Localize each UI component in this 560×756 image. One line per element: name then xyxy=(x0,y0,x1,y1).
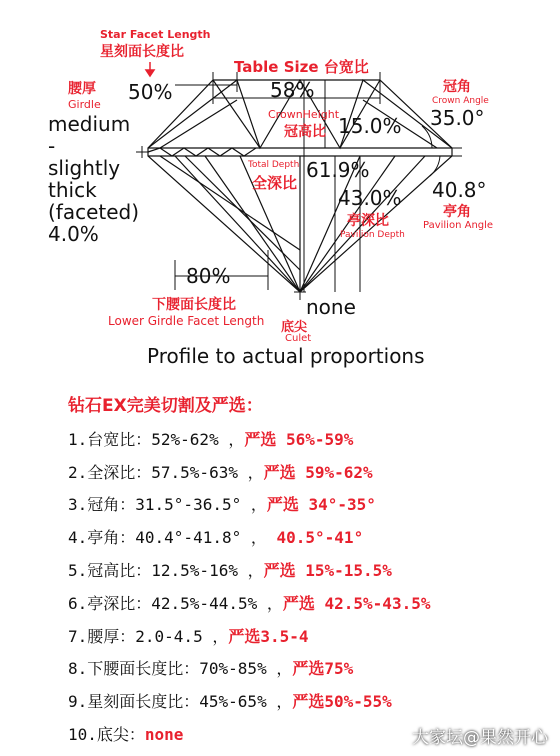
spec-row-main: 6.亭深比：42.5%-44.5% ， xyxy=(68,594,283,613)
spec-row-total-depth xyxy=(68,460,373,483)
spec-row-crown-angle xyxy=(68,492,376,515)
spec-row-culet xyxy=(68,722,183,745)
spec-row-main: 7.腰厚：2.0-4.5 ， xyxy=(68,627,229,646)
table-size-value: 58% xyxy=(270,78,315,102)
pavilion-angle-label-en: Pavilion Angle xyxy=(423,220,494,231)
crown-angle-label-en: Crown Angle xyxy=(432,96,489,106)
spec-row-main: 9.星刻面长度比：45%-65% ， xyxy=(68,692,293,711)
pavilion-depth-label-cn: 亭深比 xyxy=(347,213,389,229)
spec-row-main: 2.全深比：57.5%-63% ， xyxy=(68,463,264,482)
spec-row-main: 8.下腰面长度比：70%-85% ， xyxy=(68,659,293,678)
girdle-desc-line-5: (faceted) xyxy=(48,200,140,224)
total-depth-label-en: Total Depth xyxy=(248,160,300,170)
lower-girdle-label-cn: 下腰面长度比 xyxy=(152,297,236,313)
culet-value: none xyxy=(306,295,356,319)
girdle-label-en: Girdle xyxy=(68,98,101,111)
watermark: 大家坛@果然开心 xyxy=(412,728,548,748)
spec-row-selected: 40.5°-41° xyxy=(276,528,364,547)
spec-row-pavilion-depth xyxy=(68,591,430,614)
girdle-desc-line-1: medium xyxy=(48,112,131,136)
spec-row-main: 4.亭角：40.4°-41.8° ， xyxy=(68,528,277,547)
culet-label-cn: 底尖 xyxy=(281,320,308,335)
girdle-desc-line-3: slightly xyxy=(48,156,121,180)
spec-row-selected: 严选 15%-15.5% xyxy=(263,561,392,580)
crown-angle-label-cn: 冠角 xyxy=(443,79,471,95)
table-size-label: Table Size 台宽比 xyxy=(234,58,369,76)
spec-list-title: 钻石EX完美切割及严选： xyxy=(68,396,263,416)
spec-row-table xyxy=(68,427,353,450)
spec-row-selected: 严选 42.5%-43.5% xyxy=(282,594,431,613)
spec-row-pavilion-angle xyxy=(68,525,363,548)
total-depth-label-cn: 全深比 xyxy=(252,174,298,192)
star-facet-label-en: Star Facet Length xyxy=(100,28,211,41)
spec-row-selected: 严选75% xyxy=(292,659,354,678)
star-arrow xyxy=(146,62,154,76)
spec-row-lower-girdle xyxy=(68,656,353,679)
culet-label-en: Culet xyxy=(285,333,312,344)
pavilion-angle-value: 40.8° xyxy=(432,178,487,202)
pavilion-depth-label-en: Pavilion Depth xyxy=(340,230,405,240)
girdle-desc-line-4: thick xyxy=(48,178,97,202)
spec-row-selected: 严选3.5-4 xyxy=(228,627,309,646)
spec-row-crown-height xyxy=(68,558,392,581)
spec-row-selected: 严选 59%-62% xyxy=(263,463,373,482)
spec-row-selected: 严选50%-55% xyxy=(292,692,392,711)
crown-height-label-cn: 冠高比 xyxy=(284,124,326,140)
pavilion-angle-label-cn: 亭角 xyxy=(443,204,471,220)
girdle-description xyxy=(48,113,158,245)
star-facet-label-cn: 星刻面长度比 xyxy=(100,44,184,60)
spec-row-main: 5.冠高比：12.5%-16% ， xyxy=(68,561,264,580)
star-facet-value: 50% xyxy=(128,80,173,104)
diagram-caption: Profile to actual proportions xyxy=(147,344,425,368)
crown-height-label-en: CrownHeight xyxy=(268,108,340,121)
pavilion-depth-value: 43.0% xyxy=(338,186,402,210)
girdle-zigzag xyxy=(148,148,256,156)
crown-angle-value: 35.0° xyxy=(430,106,485,130)
spec-row-main: 1.台宽比：52%-62% ， xyxy=(68,430,245,449)
pavilion-lower-line-1 xyxy=(160,156,300,250)
spec-row-selected: none xyxy=(144,725,184,744)
spec-row-selected: 严选 34°-35° xyxy=(266,495,376,514)
lower-girdle-value: 80% xyxy=(186,264,231,288)
spec-row-star-facet xyxy=(68,689,392,712)
total-depth-value: 61.9% xyxy=(306,158,370,182)
crown-height-value: 15.0% xyxy=(338,114,402,138)
girdle-desc-line-6: 4.0% xyxy=(48,222,99,246)
spec-row-girdle xyxy=(68,624,309,647)
girdle-label-cn: 腰厚 xyxy=(68,81,96,97)
girdle-desc-line-2: - xyxy=(48,134,56,158)
spec-row-main: 3.冠角：31.5°-36.5° ， xyxy=(68,495,267,514)
spec-row-main: 10.底尖： xyxy=(68,725,145,744)
spec-row-selected: 严选 56%-59% xyxy=(244,430,354,449)
pavilion-angle-arc xyxy=(430,156,440,176)
lower-girdle-label-en: Lower Girdle Facet Length xyxy=(108,314,265,328)
